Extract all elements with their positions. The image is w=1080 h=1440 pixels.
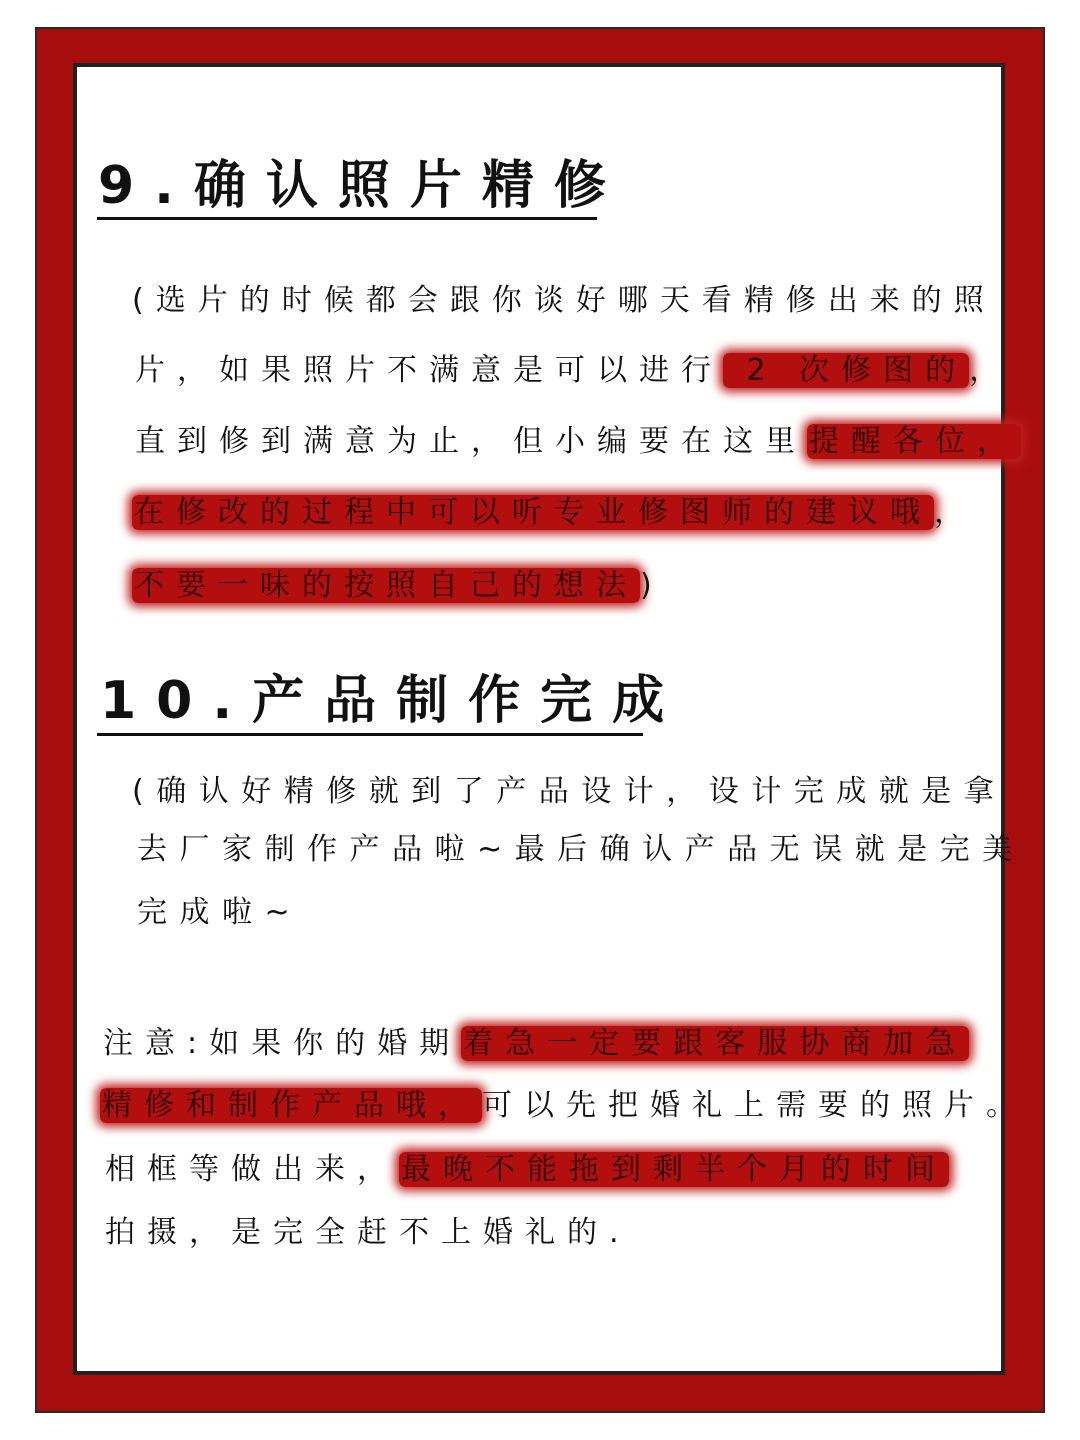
section9-line [135,424,1021,460]
section10-line [137,832,1025,868]
section9-title-underline [97,217,597,220]
highlighted-text: 最晚不能拖到剩半个月的时间 [401,1152,947,1187]
text-run: ， [934,495,976,530]
text-run: 可以先把婚礼上需要的照片。 [482,1088,1028,1123]
text-run: 拍摄，是完全赶不上婚礼的. [105,1215,631,1250]
text-run: 完成啦~ [137,895,303,930]
text-run: 去厂家制作产品啦~最后确认产品无误就是完美 [137,832,1025,867]
section10-title-underline [97,733,643,736]
text-run: 片，如果照片不满意是可以进行 [135,353,723,388]
text-run: ) [640,568,664,603]
highlighted-text: 提醒各位， [809,424,1019,459]
section10-line [137,895,302,931]
note-line [100,1088,1028,1124]
section9-line [135,353,1011,389]
section9-line [132,283,996,319]
section10-title: 10.产品制作完成 [100,671,685,731]
highlighted-text: 不要一味的按照自己的想法 [134,568,638,603]
note-line [105,1215,631,1251]
section10-line [132,774,1006,810]
section9-title: 9.确认照片精修 [98,156,626,216]
text-run: 注意:如果你的婚期 [103,1026,462,1061]
section9-line [132,568,664,604]
highlighted-text: 着急一定要跟客服协商加急 [463,1026,968,1061]
text-run: (确认好精修就到了产品设计，设计完成就是拿 [132,774,1007,809]
highlighted-text: 精修和制作产品哦， [102,1088,480,1123]
text-run: (选片的时候都会跟你谈好哪天看精修出来的照 [132,283,996,318]
note-line [105,1152,949,1188]
highlighted-text: 在修改的过程中可以听专业修图师的建议哦 [134,495,932,530]
text-run: 相框等做出来， [105,1152,399,1187]
text-run: 直到修到满意为止，但小编要在这里 [135,424,807,459]
highlighted-text: 2 次修图的 [725,353,968,388]
section9-line [132,495,976,531]
note-line [103,1026,969,1062]
text-run: ， [969,353,1012,388]
